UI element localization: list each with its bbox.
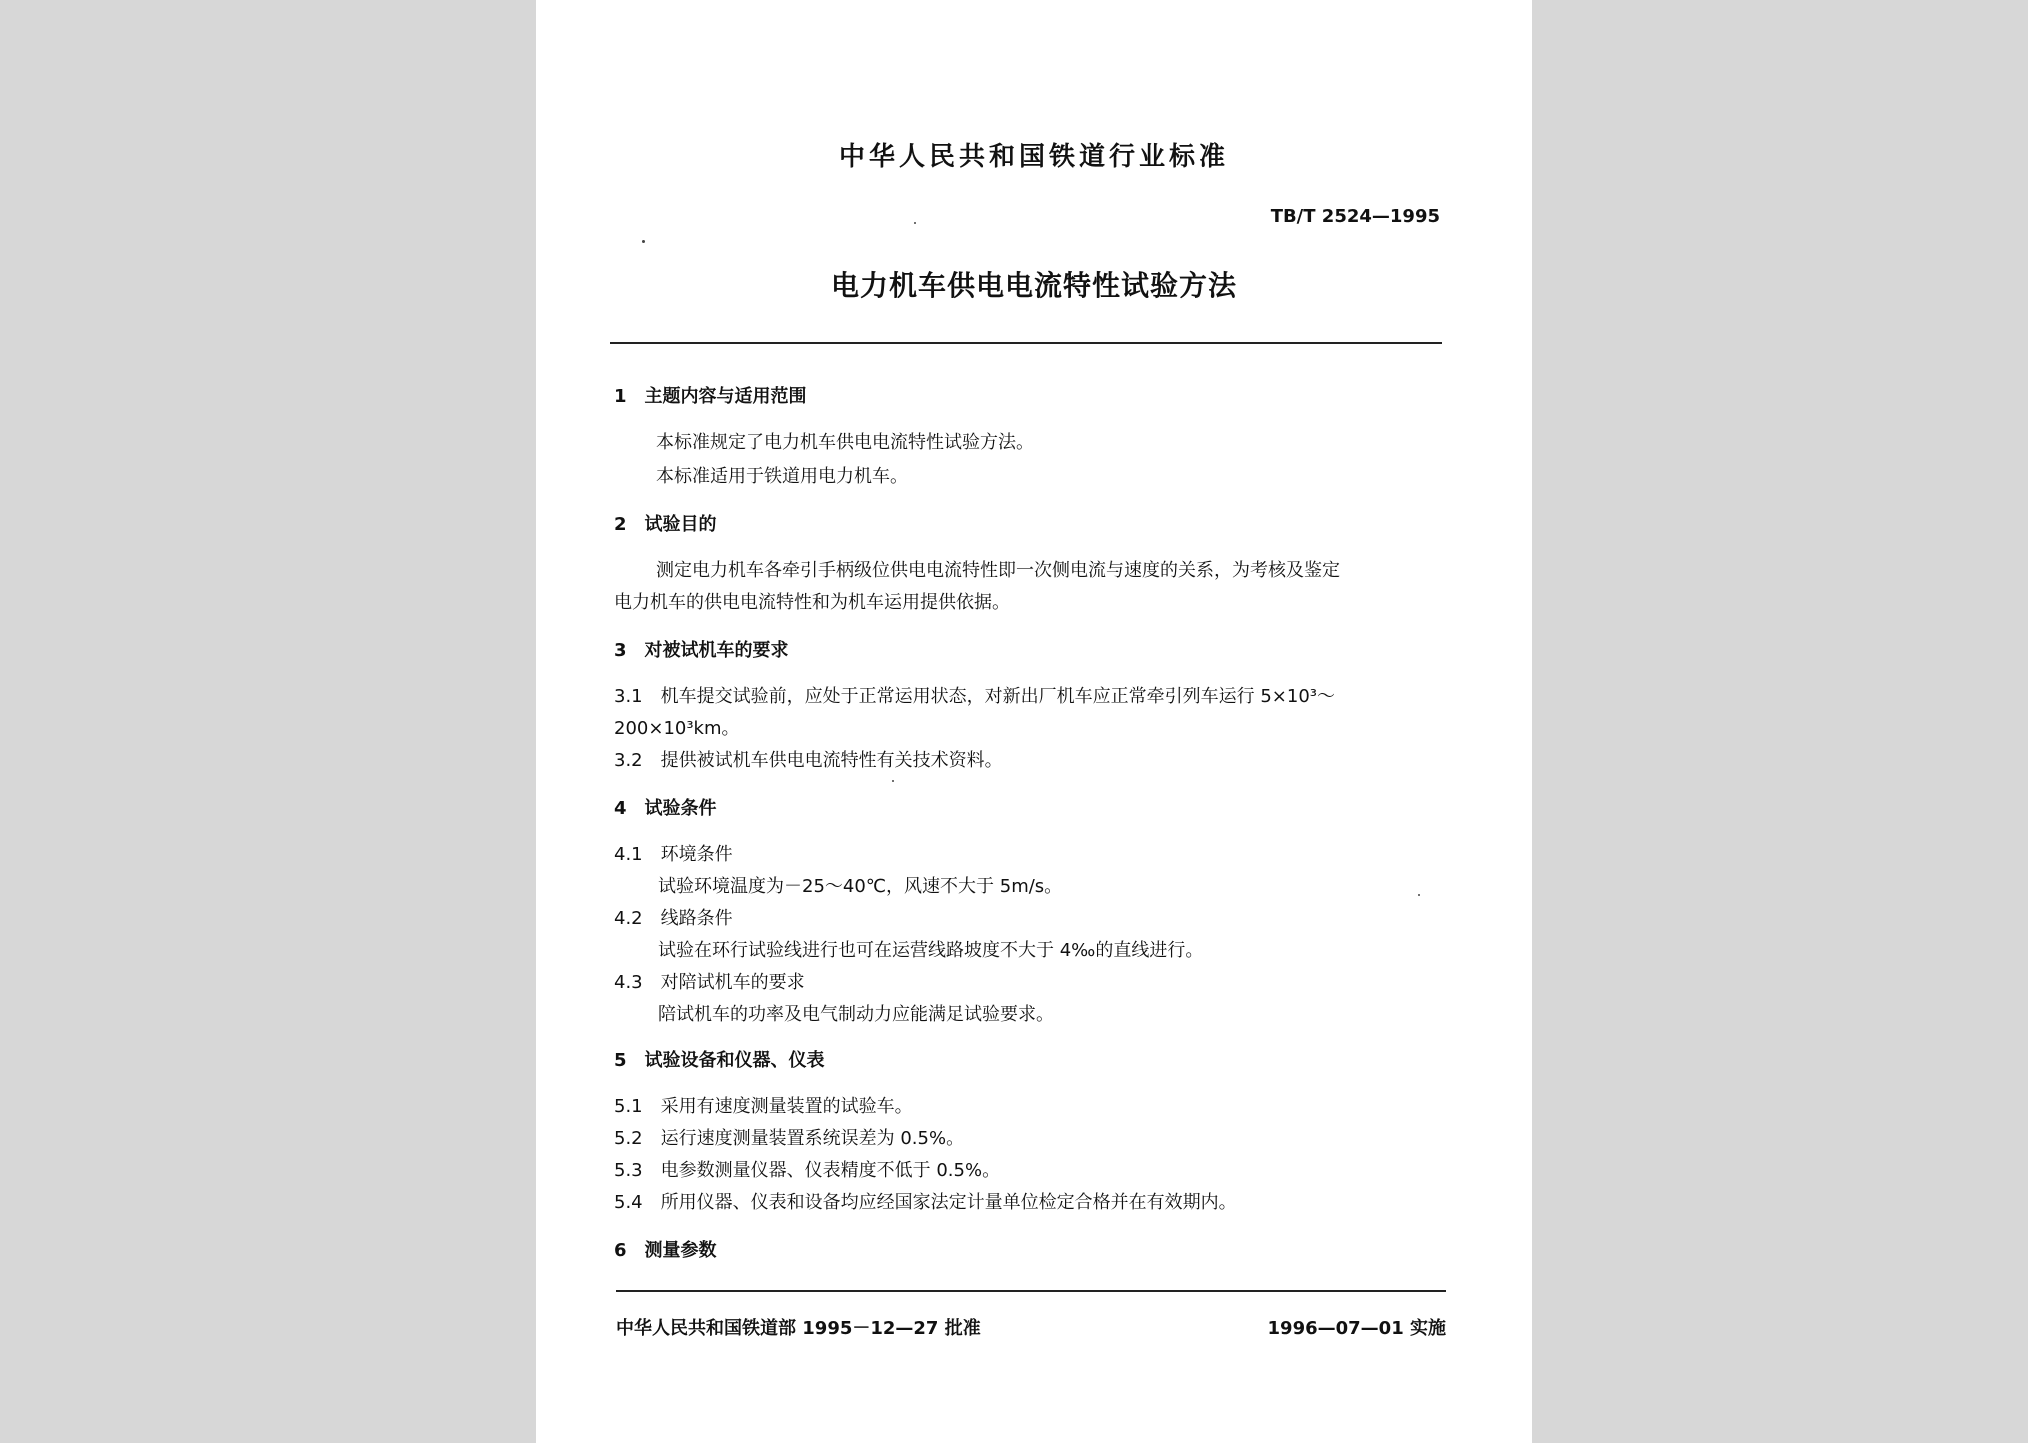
section-4-item-2-text: 试验在环行试验线进行也可在运营线路坡度不大于 4‰的直线进行。 — [658, 940, 1204, 961]
scan-speck — [1418, 894, 1420, 896]
standard-code: TB/T 2524—1995 — [1270, 206, 1440, 227]
section-4-item-1-title: 4.1 环境条件 — [614, 844, 733, 865]
section-3-item-2: 3.2 提供被试机车供电电流特性有关技术资料。 — [614, 750, 1003, 771]
approval-line: 中华人民共和国铁道部 1995－12—27 批准 — [616, 1318, 981, 1339]
scan-speck — [892, 780, 894, 782]
scan-speck — [642, 240, 645, 243]
section-2-heading: 2 试验目的 — [614, 514, 717, 535]
section-2-paragraph-line-2: 电力机车的供电电流特性和为机车运用提供依据。 — [614, 592, 1010, 613]
section-5-heading: 5 试验设备和仪器、仪表 — [614, 1050, 825, 1071]
section-1-heading: 1 主题内容与适用范围 — [614, 386, 807, 407]
document-page — [536, 0, 1532, 1443]
section-4-item-2-title: 4.2 线路条件 — [614, 908, 733, 929]
section-1-paragraph-2: 本标准适用于铁道用电力机车。 — [656, 466, 908, 487]
section-4-item-1-text: 试验环境温度为－25～40℃，风速不大于 5m/s。 — [658, 876, 1063, 897]
section-4-item-3-text: 陪试机车的功率及电气制动力应能满足试验要求。 — [658, 1004, 1054, 1025]
section-4-heading: 4 试验条件 — [614, 798, 717, 819]
section-3-item-1-line-1: 3.1 机车提交试验前，应处于正常运用状态，对新出厂机车应正常牵引列车运行 5×10³～ — [614, 686, 1335, 707]
section-4-item-3-title: 4.3 对陪试机车的要求 — [614, 972, 805, 993]
section-5-item-4: 5.4 所用仪器、仪表和设备均应经国家法定计量单位检定合格并在有效期内。 — [614, 1192, 1237, 1213]
section-2-paragraph-line-1: 测定电力机车各牵引手柄级位供电电流特性即一次侧电流与速度的关系，为考核及鉴定 — [656, 560, 1340, 581]
section-5-item-1: 5.1 采用有速度测量装置的试验车。 — [614, 1096, 913, 1117]
section-5-item-3: 5.3 电参数测量仪器、仪表精度不低于 0.5%。 — [614, 1160, 1001, 1181]
section-3-item-1-line-2: 200×10³km。 — [614, 718, 740, 739]
section-5-item-2: 5.2 运行速度测量装置系统误差为 0.5%。 — [614, 1128, 965, 1149]
section-6-heading: 6 测量参数 — [614, 1240, 717, 1261]
scan-speck — [914, 222, 916, 224]
section-1-paragraph-1: 本标准规定了电力机车供电电流特性试验方法。 — [656, 432, 1034, 453]
section-3-heading: 3 对被试机车的要求 — [614, 640, 789, 661]
title-divider — [610, 342, 1442, 344]
standard-organization: 中华人民共和国铁道行业标准 — [838, 142, 1229, 172]
effective-date: 1996—07—01 实施 — [1267, 1318, 1446, 1339]
document-title: 电力机车供电电流特性试验方法 — [830, 269, 1237, 302]
footer-divider — [616, 1290, 1446, 1292]
